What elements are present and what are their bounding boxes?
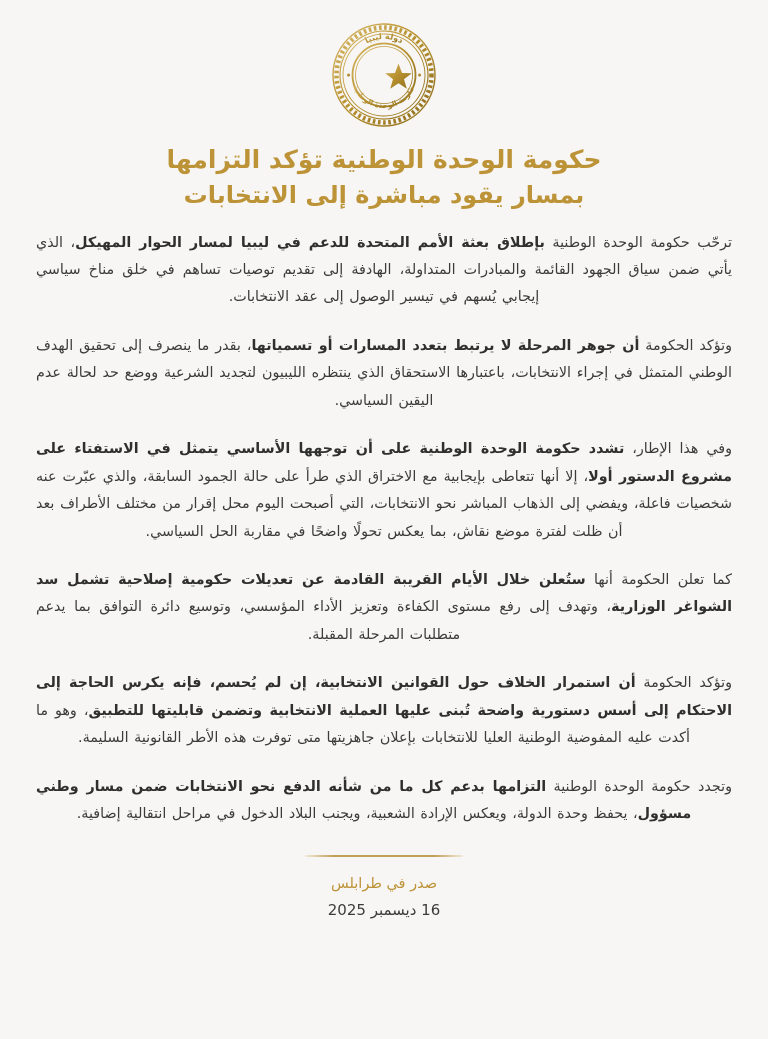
footer-divider <box>305 855 463 857</box>
paragraph <box>36 567 732 649</box>
body-text: ، وتهدف إلى رفع مستوى الكفاءة وتعزيز الأداء المؤسسي، وتوسيع دائرة التوافق بما يدعم متطلبات المرحلة المقبلة. <box>36 599 612 643</box>
title-line-2: بمسار يقود مباشرة إلى الانتخابات <box>183 180 585 209</box>
document-footer <box>36 855 732 924</box>
statement-body <box>36 230 732 850</box>
paragraph <box>36 774 732 829</box>
paragraph <box>36 436 732 546</box>
body-text: ، بقدر ما ينصرف إلى تحقيق الهدف الوطني المتمثل في إجراء الانتخابات، باعتبارها الاستحقاق الذي ينتظره الليبيون لتجديد الشرعية ووضع حد لحالة عدم اليقين السياسي. <box>36 337 732 409</box>
body-text: ، وهو ما أكدت عليه المفوضية الوطنية العليا للانتخابات بإعلان جاهزيتها متى توفرت هذه الأطر القانونية السليمة. <box>36 702 690 747</box>
svg-text:دولة ليبيا: دولة ليبيا <box>362 30 405 46</box>
emphasis-text: التزامها بدعم كل ما من شأنه الدفع نحو الانتخابات ضمن مسار وطني مسؤول <box>36 778 692 823</box>
svg-text:حكومة الوحدة الوطنية: حكومة الوحدة الوطنية <box>351 83 417 111</box>
body-text: وفي هذا الإطار، <box>624 441 732 458</box>
emphasis-text: أن استمرار الخلاف حول القوانين الانتخابية، إن لم يُحسم، فإنه يكرس الحاجة إلى الاحتكام إلى أسس دستورية واضحة تُبنى عليها العملية الانتخابية وتضمن قابليتها للتطبيق <box>36 675 732 719</box>
title-line-1: حكومة الوحدة الوطنية تؤكد التزامها <box>166 145 602 174</box>
body-text: وتجدد حكومة الوحدة الوطنية <box>546 778 732 795</box>
emphasis-text: أن جوهر المرحلة لا يرتبط بتعدد المسارات أو تسمياتها <box>251 337 640 354</box>
issued-place: صدر في طرابلس <box>330 876 438 893</box>
issued-date: 16 ديسمبر 2025 <box>327 901 441 920</box>
body-text: ، إلا أنها تتعاطى بإيجابية مع الاختراق الذي طرأ على حالة الجمود السابقة، والذي عبّرت عنه شخصيات فاعلة، ويفضي إلى الذهاب المباشر نحو الانتخابات، التي أصبحت اليوم محل إقرار من مختلف الأطراف بعد أن ظلت لفترة موضع نقاش، بما يعكس تحولًا واضحًا في مقاربة الحل السياسي. <box>36 468 732 540</box>
body-text: كما تعلن الحكومة أنها <box>585 571 732 588</box>
paragraph <box>36 333 732 415</box>
body-text: ترحّب حكومة الوحدة الوطنية <box>544 234 732 251</box>
government-seal-emblem <box>329 20 439 130</box>
body-text: وتؤكد الحكومة <box>639 337 732 354</box>
paragraph <box>36 670 732 752</box>
body-text: ، الذي يأتي ضمن سياق الجهود القائمة والمبادرات المتداولة، الهادفة إلى تقديم توصيات تساهم في خلق مناخ سياسي إيجابي يُسهم في تيسير الوصول إلى عقد الانتخابات. <box>36 234 732 306</box>
emphasis-text: بإطلاق بعثة الأمم المتحدة للدعم في ليبيا لمسار الحوار المهيكل <box>75 234 545 251</box>
body-text: وتؤكد الحكومة <box>635 675 732 692</box>
emphasis-text: تشدد حكومة الوحدة الوطنية على أن توجهها الأساسي يتمثل في الاستفتاء على مشروع الدستور أولا <box>36 441 733 485</box>
paragraph <box>36 230 732 312</box>
page-title <box>36 142 732 212</box>
emphasis-text: ستُعلن خلال الأيام القريبة القادمة عن تعديلات حكومية إصلاحية تشمل سد الشواغر الوزارية <box>36 571 733 616</box>
body-text: ، يحفظ وحدة الدولة، ويعكس الإرادة الشعبية، ويجنب البلاد الدخول في مراحل انتقالية إضافية. <box>76 806 638 823</box>
